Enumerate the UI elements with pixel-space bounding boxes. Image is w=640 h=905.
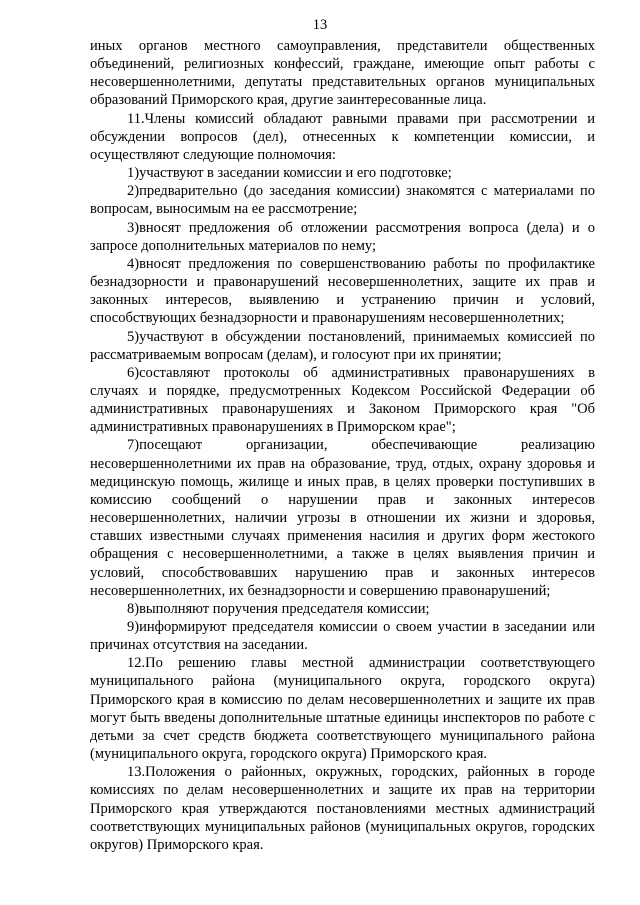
paragraph-item-8: 8)выполняют поручения председателя комиссии; xyxy=(127,600,430,617)
paragraph-item-2: 2)предварительно (до заседания комиссии) знакомятся с материалами по вопросам, выносимым на ее рассмотрение; xyxy=(90,183,595,218)
document-body xyxy=(90,37,595,854)
paragraph-item-7: 7)посещают организации, обеспечивающие реализацию несовершеннолетними их прав на образование, труд, отдых, охрану здоровья и медицинскую помощь, жилище и иных прав, в целях проверки поступивших в комиссию сообщений о нарушении прав и законных интересов несовершеннолетних, наличии угрозы в отношении их жизни и здоровья, ставших известными случаях применения насилия и других форм жестокого обращения с несовершеннолетними, а также в целях выявления причин и условий, способствовавших нарушению прав и законных интересов несовершеннолетних, их безнадзорности и совершению правонарушений; xyxy=(90,437,595,599)
page-number: 13 xyxy=(312,17,328,33)
paragraph-item-6: 6)составляют протоколы об административных правонарушениях в случаях и порядке, предусмотренных Кодексом Российской Федерации об административных правонарушениях и Законом Приморского края "Об административных правонарушениях в Приморском крае"; xyxy=(90,364,595,436)
paragraph-item-5: 5)участвуют в обсуждении постановлений, принимаемых комиссией по рассматриваемым вопросам (делам), и голосуют при их принятии; xyxy=(90,328,595,363)
paragraph-item-9: 9)информируют председателя комиссии о своем участии в заседании или причинах отсутствия на заседании. xyxy=(90,619,595,654)
paragraph-continuation: иных органов местного самоуправления, представители общественных объединений, религиозных конфессий, граждане, имеющие опыт работы с несовершеннолетними, депутаты представительных органов муниципальных образований Приморского края, другие заинтересованные лица. xyxy=(90,38,595,109)
paragraph-item-1: 1)участвуют в заседании комиссии и его подготовке; xyxy=(127,165,452,182)
paragraph-clause-12: 12.По решению главы местной администрации соответствующего муниципального района (муниципального округа, городского округа) Приморского края в комиссию по делам несовершеннолетних и защите их прав могут быть введены дополнительные штатные единицы инспекторов по работе с детьми за счет средств бюджета соответствующего муниципального района (муниципального округа, городского округа) Приморского края. xyxy=(90,655,595,763)
paragraph-item-4: 4)вносят предложения по совершенствованию работы по профилактике безнадзорности и правонарушений несовершеннолетних, защите их прав и законных интересов, выявлению и устранению причин и условий, способствующих безнадзорности и правонарушениям несовершеннолетних; xyxy=(90,255,595,327)
paragraph-item-3: 3)вносят предложения об отложении рассмотрения вопроса (дела) и о запросе дополнительных материалов по нему; xyxy=(90,219,595,254)
paragraph-clause-11: 11.Члены комиссий обладают равными правами при рассмотрении и обсуждении вопросов (дел), отнесенных к компетенции комиссии, и осуществляют следующие полномочия: xyxy=(90,110,595,163)
paragraph-clause-13: 13.Положения о районных, окружных, городских, районных в городе комиссиях по делам несовершеннолетних и защите их прав на территории Приморского края утверждаются постановлениями местных администраций соответствующих муниципальных районов (муниципальных округов, городских округов) Приморского края. xyxy=(90,764,595,853)
